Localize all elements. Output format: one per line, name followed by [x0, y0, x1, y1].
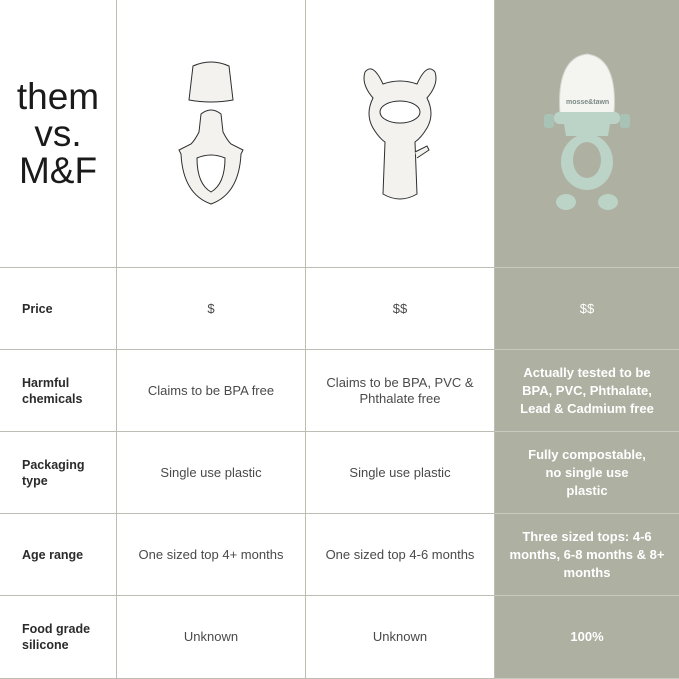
- comparison-title: [17, 78, 99, 189]
- competitor-a-age: One sized top 4+ months: [117, 514, 306, 596]
- competitor-a-header: [117, 0, 306, 268]
- competitor-a-price: $: [117, 268, 306, 350]
- row-label-price: Price: [0, 268, 117, 350]
- mf-header: [495, 0, 679, 268]
- title-line-1: them: [16, 76, 100, 117]
- competitor-b-bunny-feeder-icon: [355, 54, 445, 214]
- competitor-b-packaging: Single use plastic: [306, 432, 495, 514]
- competitor-b-price: $$: [306, 268, 495, 350]
- competitor-a-packaging: Single use plastic: [117, 432, 306, 514]
- mf-silicone: 100%: [495, 596, 679, 679]
- row-label-food-grade-silicone: Food grade silicone: [0, 596, 117, 679]
- competitor-a-silicone: Unknown: [117, 596, 306, 679]
- mf-packaging: Fully compostable, no single use plastic: [495, 432, 679, 514]
- mf-chemicals: Actually tested to be BPA, PVC, Phthalate, Lead & Cadmium free: [495, 350, 679, 432]
- competitor-a-feeder-icon: [171, 54, 251, 214]
- competitor-b-age: One sized top 4-6 months: [306, 514, 495, 596]
- row-label-packaging-type: Packaging type: [0, 432, 117, 514]
- mf-age: Three sized tops: 4-6 months, 6-8 months & 8+ months: [495, 514, 679, 596]
- mf-price: $$: [495, 268, 679, 350]
- title-line-2: vs.: [34, 113, 82, 154]
- mf-feeder-icon: [532, 44, 642, 224]
- competitor-b-chemicals: Claims to be BPA, PVC & Phthalate free: [306, 350, 495, 432]
- mf-brand-text: mosse&tawn: [566, 98, 610, 106]
- title-cell: [0, 0, 117, 268]
- competitor-b-silicone: Unknown: [306, 596, 495, 679]
- row-label-harmful-chemicals: Harmful chemicals: [0, 350, 117, 432]
- competitor-a-chemicals: Claims to be BPA free: [117, 350, 306, 432]
- title-line-3: M&F: [18, 150, 98, 191]
- row-label-age-range: Age range: [0, 514, 117, 596]
- competitor-b-header: [306, 0, 495, 268]
